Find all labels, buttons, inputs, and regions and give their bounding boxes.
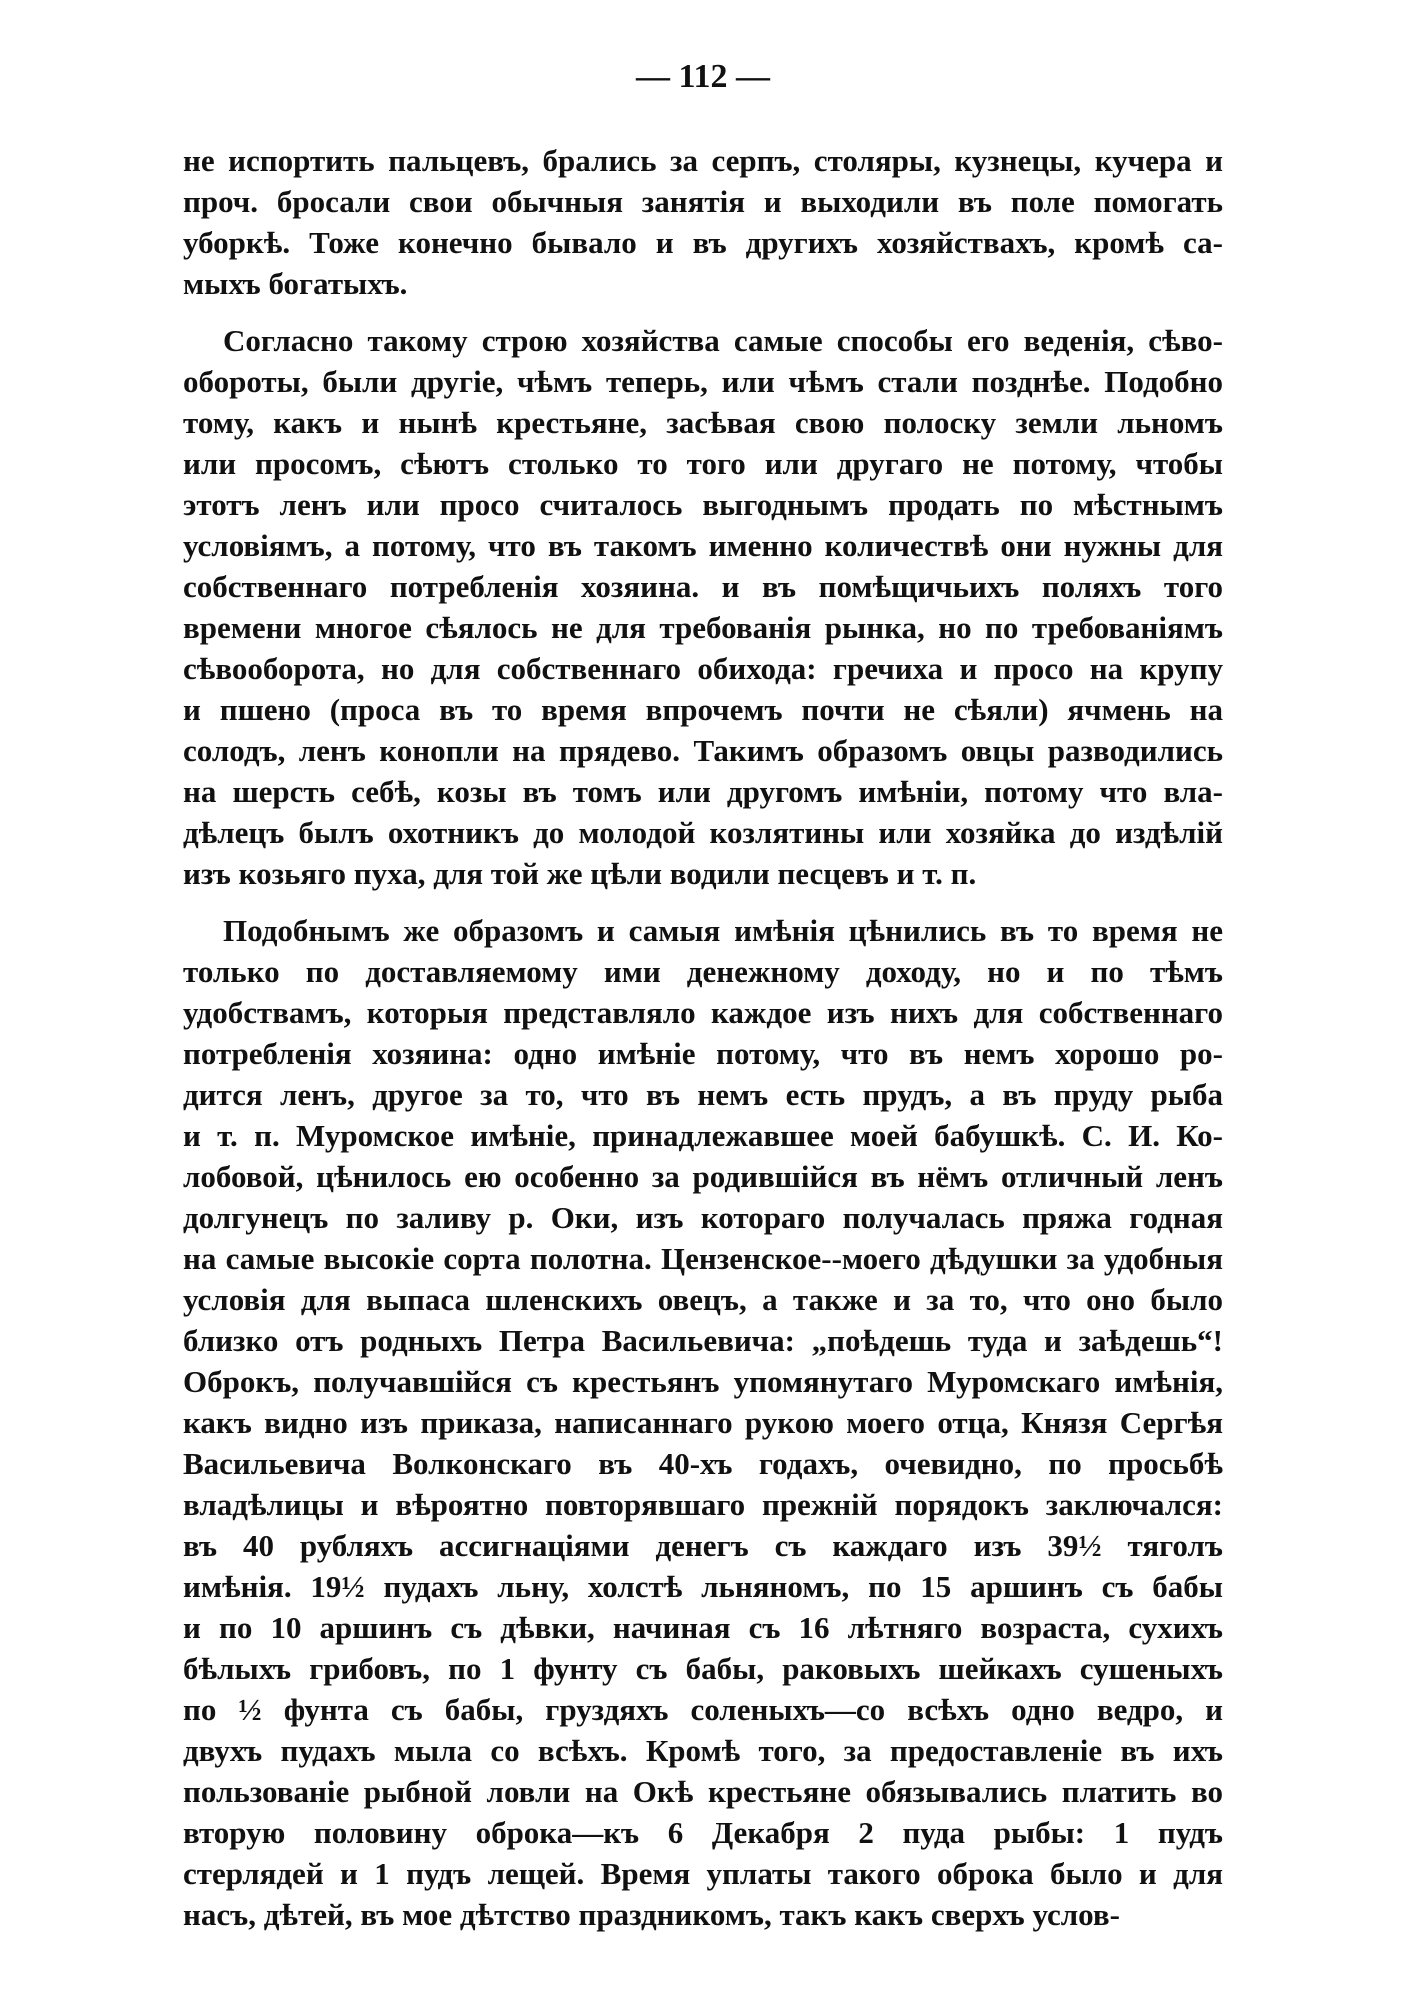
text-line: вторую половину оброка—къ 6 Декабря 2 пуда рыбы: 1 пудъ [183, 1815, 1223, 1850]
text-line: насъ, дѣтей, въ мое дѣтство праздникомъ, такъ какъ сверхъ услов- [183, 1897, 1120, 1932]
text-line: потребленія хозяина: одно имѣніе потому, что въ немъ хорошо ро- [183, 1036, 1223, 1071]
text-line: какъ видно изъ приказа, написаннаго рукою моего отца, Князя Сергѣя [183, 1405, 1223, 1440]
text-line: условіямъ, а потому, что въ такомъ именно количествѣ они нужны для [183, 528, 1223, 563]
text-line: владѣлицы и вѣроятно повторявшаго прежній порядокъ заключался: [183, 1487, 1223, 1522]
text-line: и т. п. Муромское имѣніе, принадлежавшее моей бабушкѣ. С. И. Ко- [183, 1118, 1223, 1153]
text-line: проч. бросали свои обычныя занятія и выходили въ поле помогать [183, 184, 1223, 219]
text-line: Подобнымъ же образомъ и самыя имѣнія цѣнились въ то время не [223, 913, 1223, 948]
paragraph [183, 910, 1223, 1935]
text-line: солодъ, ленъ конопли на прядево. Такимъ образомъ овцы разводились [183, 733, 1223, 768]
text-line: лобовой, цѣнилось ею особенно за родившійся въ нёмъ отличный ленъ [183, 1159, 1223, 1194]
text-line: двухъ пудахъ мыла со всѣхъ. Кромѣ того, за предоставленіе въ ихъ [183, 1733, 1223, 1768]
text-line: по ½ фунта съ бабы, груздяхъ соленыхъ—со всѣхъ одно ведро, и [183, 1692, 1223, 1727]
text-line: только по доставляемому ими денежному доходу, но и по тѣмъ [183, 954, 1223, 989]
text-line: собственнаго потребленія хозяина. и въ помѣщичьихъ поляхъ того [183, 569, 1223, 604]
text-line: удобствамъ, которыя представляло каждое изъ нихъ для собственнаго [183, 995, 1223, 1030]
text-line: мыхъ богатыхъ. [183, 266, 408, 301]
text-line: дѣлецъ былъ охотникъ до молодой козлятины или хозяйка до издѣлій [183, 815, 1223, 850]
text-line: дится ленъ, другое за то, что въ немъ есть прудъ, а въ пруду рыба [183, 1077, 1223, 1112]
text-line: на шерсть себѣ, козы въ томъ или другомъ имѣніи, потому что вла- [183, 774, 1223, 809]
text-line: близко отъ родныхъ Петра Васильевича: „поѣдешь туда и заѣдешь“! [183, 1323, 1223, 1358]
text-line: долгунецъ по заливу р. Оки, изъ котораго получалась пряжа годная [183, 1200, 1223, 1235]
text-line: имѣнія. 19½ пудахъ льну, холстѣ льняномъ, по 15 аршинъ съ бабы [183, 1569, 1223, 1604]
page-number: — 112 — [635, 58, 771, 95]
paragraph [183, 140, 1223, 304]
text-line: сѣвооборота, но для собственнаго обихода: гречиха и просо на крупу [183, 651, 1223, 686]
text-line: и по 10 аршинъ съ дѣвки, начиная съ 16 лѣтняго возраста, сухихъ [183, 1610, 1223, 1645]
text-line: изъ козьяго пуха, для той же цѣли водили песцевъ и т. п. [183, 856, 977, 891]
text-line: обороты, были другіе, чѣмъ теперь, или чѣмъ стали позднѣе. Подобно [183, 364, 1223, 399]
text-line: стерлядей и 1 пудъ лещей. Время уплаты такого оброка было и для [183, 1856, 1223, 1891]
page-body [183, 140, 1223, 1951]
text-line: этотъ ленъ или просо считалось выгоднымъ продать по мѣстнымъ [183, 487, 1223, 522]
text-line: бѣлыхъ грибовъ, по 1 фунту съ бабы, раковыхъ шейкахъ сушеныхъ [183, 1651, 1223, 1686]
paragraph [183, 320, 1223, 894]
text-line: Васильевича Волконскаго въ 40-хъ годахъ, очевидно, по просьбѣ [183, 1446, 1223, 1481]
text-line: тому, какъ и нынѣ крестьяне, засѣвая свою полоску земли льномъ [183, 405, 1223, 440]
text-line: или просомъ, сѣютъ столько то того или другаго не потому, чтобы [183, 446, 1223, 481]
text-line: условія для выпаса шленскихъ овецъ, а также и за то, что оно было [183, 1282, 1223, 1317]
text-line: времени многое сѣялось не для требованія рынка, но по требованіямъ [183, 610, 1223, 645]
text-line: Согласно такому строю хозяйства самые способы его веденія, сѣво- [223, 323, 1223, 358]
text-line: не испортить пальцевъ, брались за серпъ, столяры, кузнецы, кучера и [183, 143, 1223, 178]
text-line: въ 40 рубляхъ ассигнаціями денегъ съ каждаго изъ 39½ тяголъ [183, 1528, 1223, 1563]
text-line: Оброкъ, получавшійся съ крестьянъ упомянутаго Муромскаго имѣнія, [183, 1364, 1223, 1399]
text-line: и пшено (проса въ то время впрочемъ почти не сѣяли) ячмень на [183, 692, 1223, 727]
text-line: пользованіе рыбной ловли на Окѣ крестьяне обязывались платить во [183, 1774, 1223, 1809]
text-line: уборкѣ. Тоже конечно бывало и въ другихъ хозяйствахъ, кромѣ са- [183, 225, 1223, 260]
text-line: на самые высокіе сорта полотна. Цензенское--моего дѣдушки за удобныя [183, 1241, 1223, 1276]
